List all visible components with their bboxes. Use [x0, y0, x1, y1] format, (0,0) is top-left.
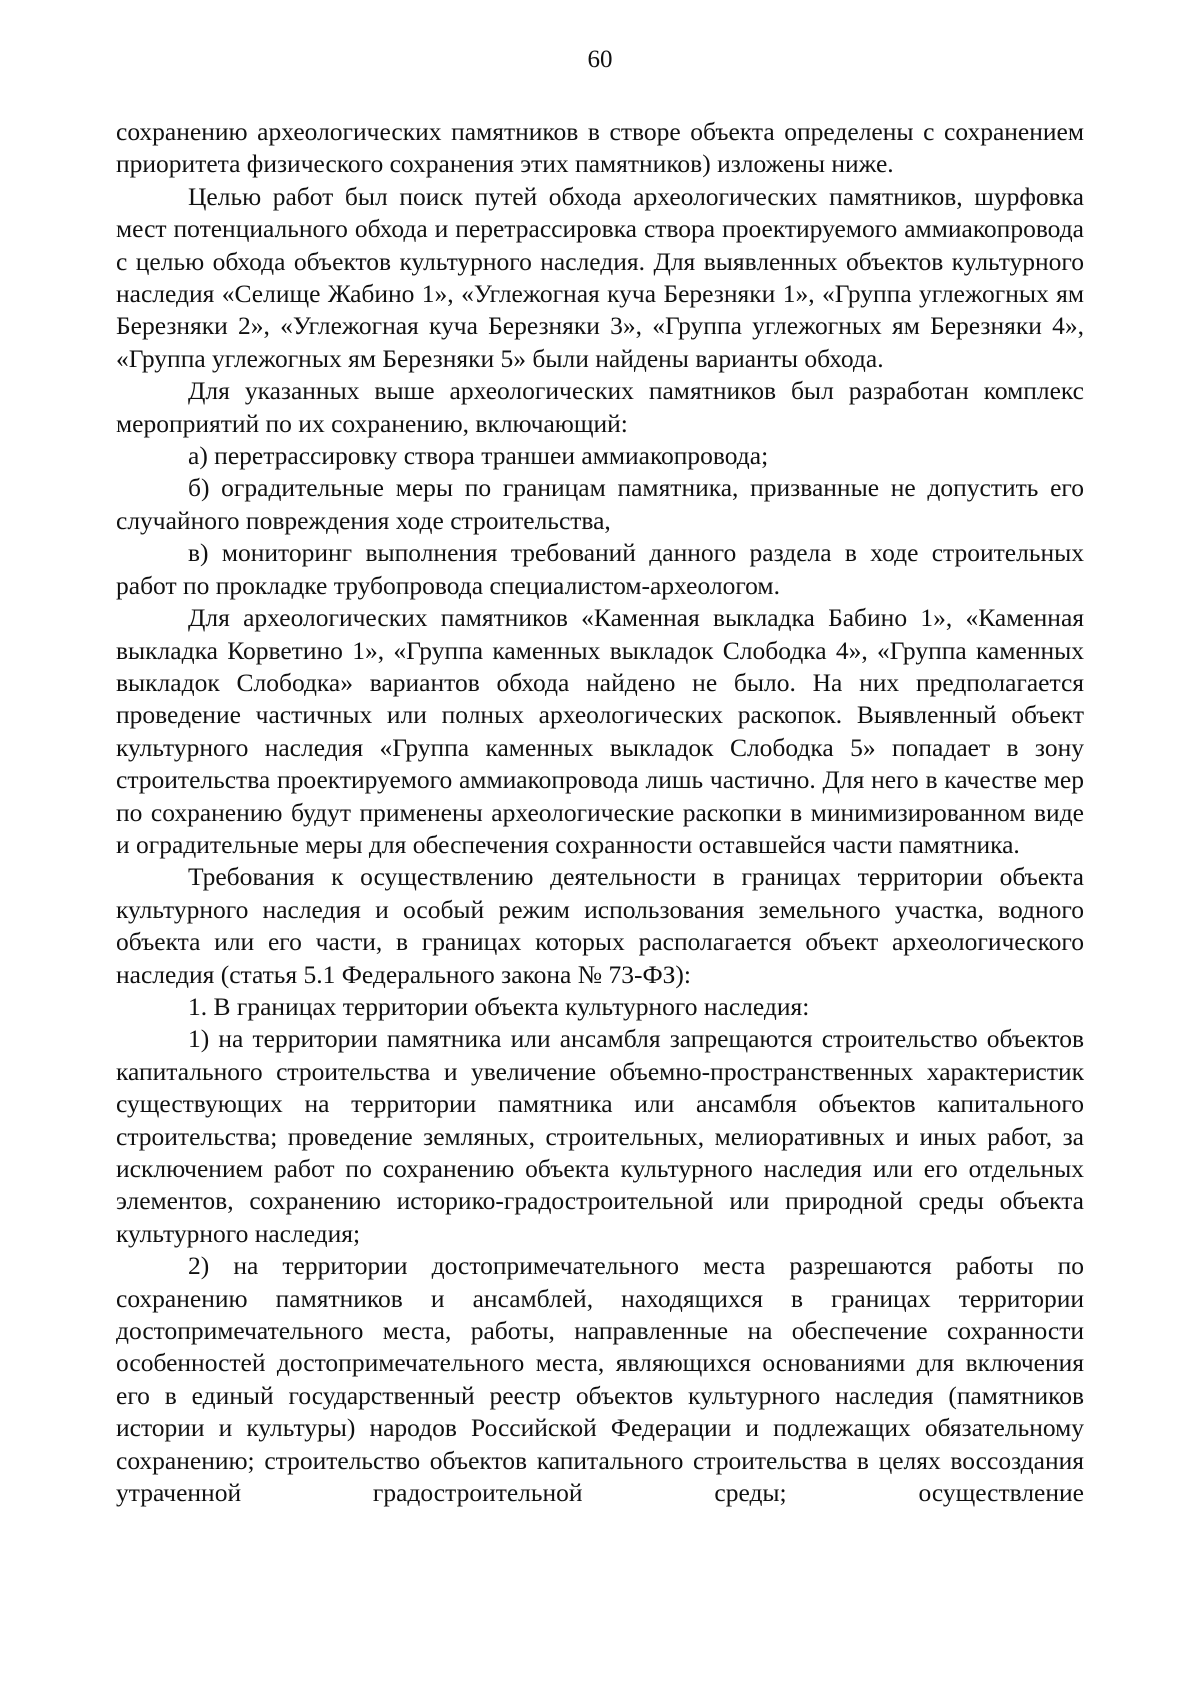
list-item-c: в) мониторинг выполнения требований данного раздела в ходе строительных работ по прокладке трубопровода специалистом-археологом. — [116, 538, 1084, 600]
paragraph-item-2: 2) на территории достопримечательного места разрешаются работы по сохранению памятников и ансамблей, находящихся в границах территории достопримечательного места, работы, направленные на обеспечение сохранности особенностей достопримечательного места, являющихся основаниями для включения его в единый государственный реестр объектов культурного наследия (памятников истории и культуры) народов Российской Федерации и подлежащих обязательному сохранению; строительство объектов капитального строительства в целях воссоздания утраченной градостроительной среды; осуществление — [116, 1251, 1084, 1508]
document-body — [116, 116, 1084, 1509]
paragraph-item-1: 1) на территории памятника или ансамбля запрещаются строительство объектов капитального строительства и увеличение объемно-пространственных характеристик существующих на территории памятника или ансамбля объектов капитального строительства; проведение земляных, строительных, мелиоративных и иных работ, за исключением работ по сохранению объекта культурного наследия или его отдельных элементов, сохранению историко-градостроительной или природной среды объекта культурного наследия; — [116, 1024, 1084, 1248]
paragraph-measures-intro: Для указанных выше археологических памятников был разработан комплекс мероприятий по их сохранению, включающий: — [116, 376, 1084, 438]
paragraph-requirements: Требования к осуществлению деятельности в границах территории объекта культурного наследия и особый режим использования земельного участка, водного объекта или его части, в границах которых располагается объект археологического наследия (статья 5.1 Федерального закона № 73-ФЗ): — [116, 862, 1084, 989]
section-heading-1: 1. В границах территории объекта культурного наследия: — [188, 991, 810, 1021]
list-item-b: б) оградительные меры по границам памятника, призванные не допустить его случайного повреждения ходе строительства, — [116, 473, 1084, 535]
list-item-a: а) перетрассировку створа траншеи аммиакопровода; — [188, 441, 769, 471]
paragraph-work-goal: Целью работ был поиск путей обхода археологических памятников, шурфовка мест потенциального обхода и перетрассировка створа проектируемого аммиакопровода с целью обхода объектов культурного наследия. Для выявленных объектов культурного наследия «Селище Жабино 1», «Углежогная куча Березняки 1», «Группа углежогных ям Березняки 2», «Углежогная куча Березняки 3», «Группа углежогных ям Березняки 4», «Группа углежогных ям Березняки 5» были найдены варианты обхода. — [116, 181, 1084, 373]
paragraph-excavations: Для археологических памятников «Каменная выкладка Бабино 1», «Каменная выкладка Корветино 1», «Группа каменных выкладок Слободка 4», «Группа каменных выкладок Слободка» вариантов обхода найдено не было. На них предполагается проведение частичных или полных археологических раскопок. Выявленный объект культурного наследия «Группа каменных выкладок Слободка 5» попадает в зону строительства проектируемого аммиакопровода лишь частично. Для него в качестве мер по сохранению будут применены археологические раскопки в минимизированном виде и оградительные меры для обеспечения сохранности оставшейся части памятника. — [116, 603, 1084, 859]
page-number: 60 — [587, 46, 613, 73]
paragraph-continuation: сохранению археологических памятников в створе объекта определены с сохранением приоритета физического сохранения этих памятников) изложены ниже. — [116, 117, 1084, 179]
